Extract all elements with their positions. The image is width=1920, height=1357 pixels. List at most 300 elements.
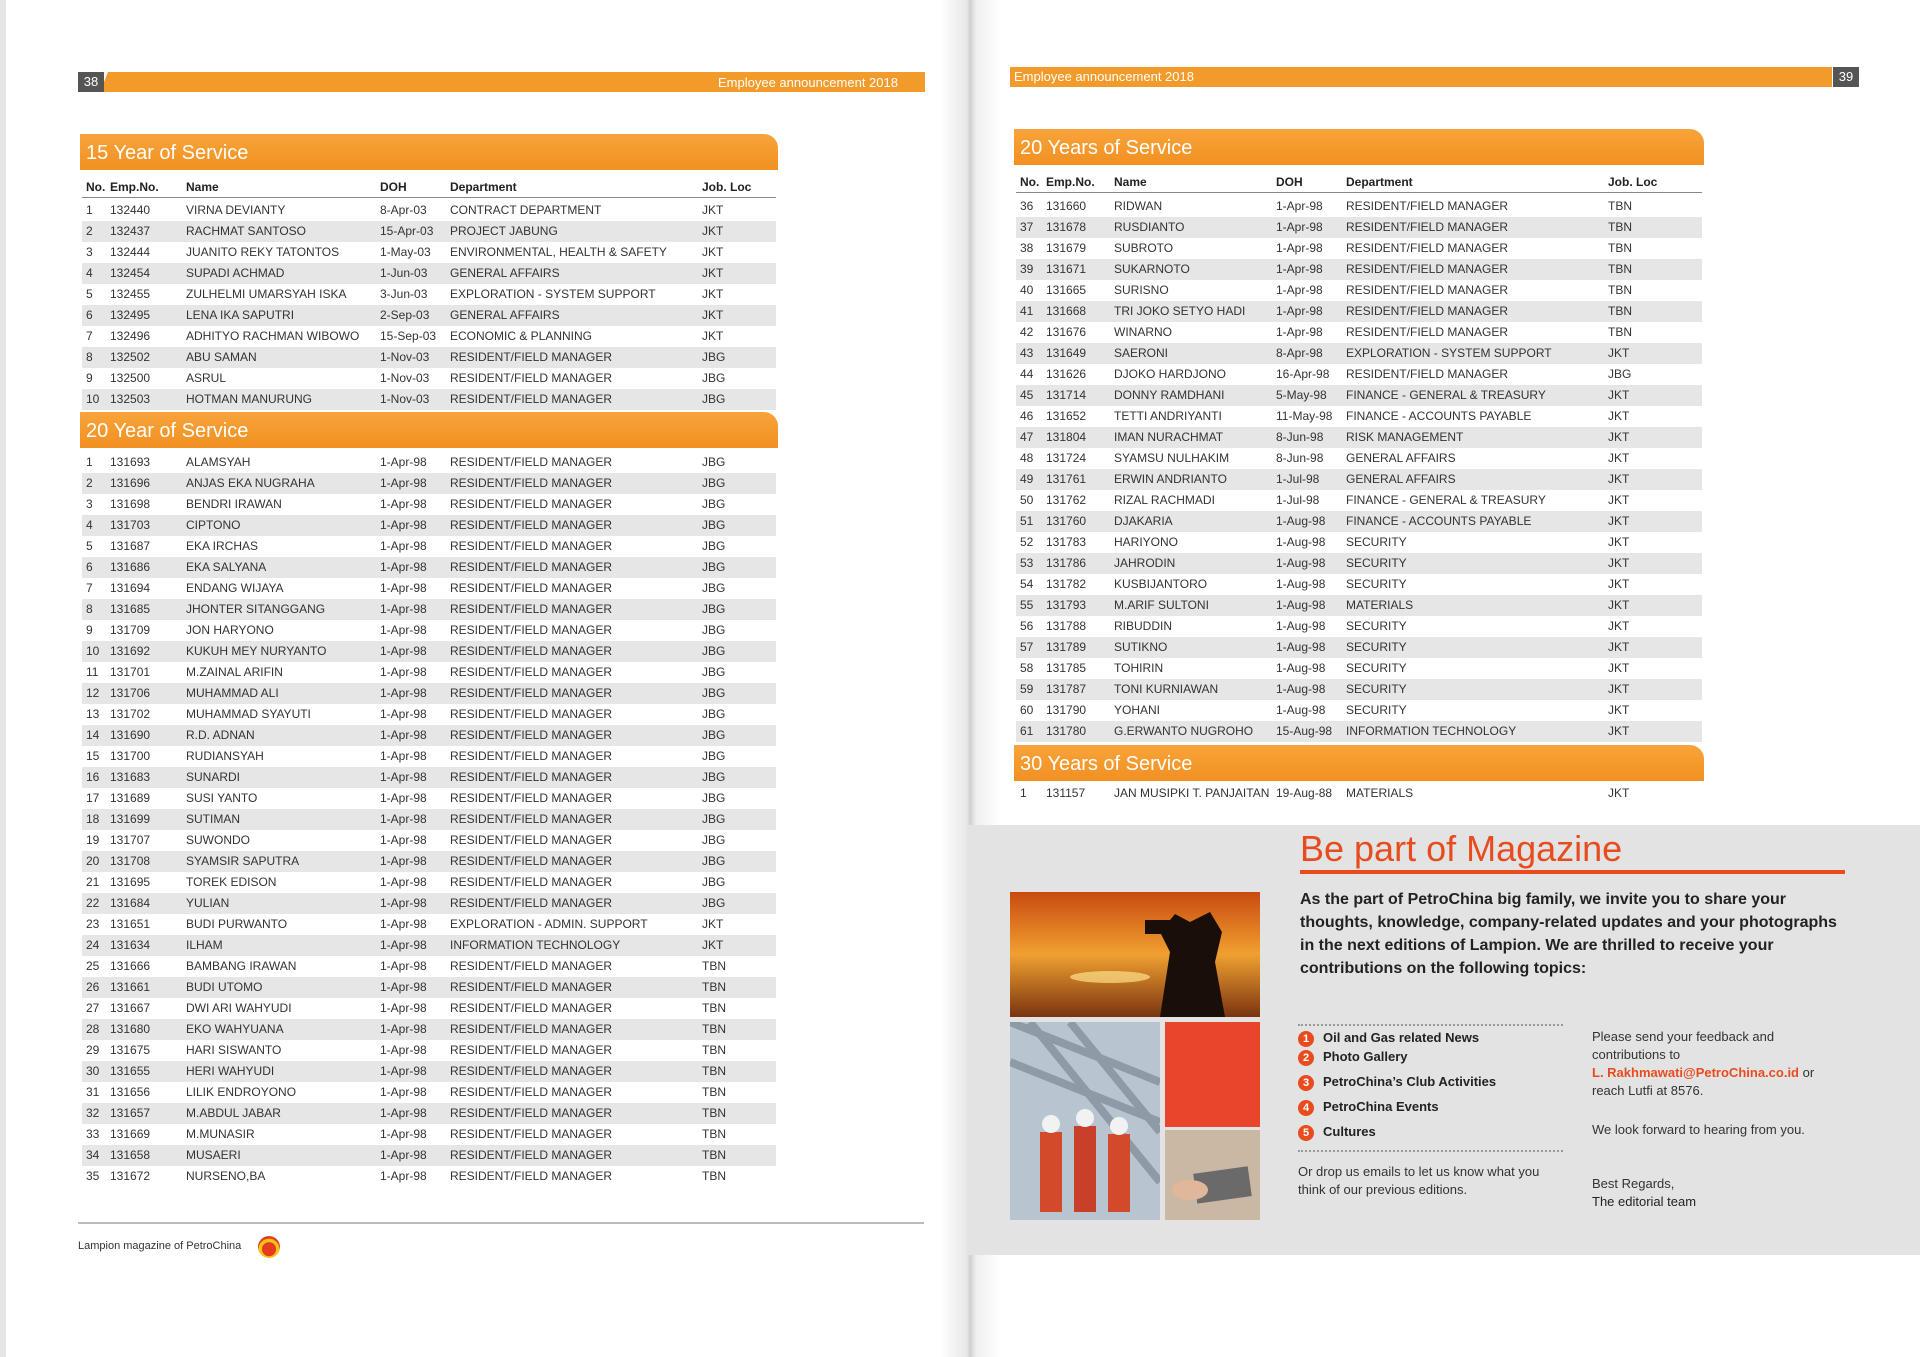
col-no: 25 (86, 959, 100, 973)
col-doh: 1-Apr-98 (380, 1127, 427, 1141)
col-name: ADHITYO RACHMAN WIBOWO (186, 329, 360, 343)
col-doh: 1-Aug-98 (1276, 661, 1326, 675)
table-row (82, 1019, 776, 1040)
col-no: 29 (86, 1043, 100, 1057)
table-row (1016, 574, 1702, 595)
col-doh: 1-Apr-98 (1276, 325, 1323, 339)
col-job-loc: JBG (702, 896, 726, 910)
col-emp-no: 131701 (110, 665, 151, 679)
col-name: SYAMSIR SAPUTRA (186, 854, 300, 868)
col-name: EKA IRCHAS (186, 539, 259, 553)
table-row (82, 515, 776, 536)
col-department: EXPLORATION - ADMIN. SUPPORT (450, 917, 648, 931)
topic-label: Photo Gallery (1323, 1049, 1408, 1064)
col-name: HARI SISWANTO (186, 1043, 282, 1057)
col-emp-no: 131668 (1046, 304, 1087, 318)
col-emp-no-header: Emp.No. (110, 180, 159, 194)
col-department: RESIDENT/FIELD MANAGER (450, 1001, 613, 1015)
col-job-loc: TBN (702, 1022, 726, 1036)
col-no: 8 (86, 602, 93, 616)
col-name: BUDI PURWANTO (186, 917, 288, 931)
table-row (82, 830, 776, 851)
topic-number-icon: 5 (1298, 1125, 1314, 1141)
col-job-loc: JBG (702, 602, 726, 616)
header-title-right: Employee announcement 2018 (1014, 69, 1194, 84)
table-row (82, 284, 776, 305)
col-emp-no: 131709 (110, 623, 151, 637)
col-no: 11 (86, 665, 99, 679)
topic-label: PetroChina’s Club Activities (1323, 1074, 1497, 1089)
col-name: TOREK EDISON (186, 875, 277, 889)
col-doh: 19-Aug-88 (1276, 786, 1333, 800)
col-name: M.ABDUL JABAR (186, 1106, 281, 1120)
col-department: SECURITY (1346, 703, 1407, 717)
col-doh: 1-Apr-98 (380, 602, 427, 616)
col-no: 24 (86, 938, 100, 952)
col-emp-no: 131693 (110, 455, 151, 469)
col-emp-no: 131689 (110, 791, 151, 805)
col-name: SUPADI ACHMAD (186, 266, 285, 280)
col-name: DONNY RAMDHANI (1114, 388, 1225, 402)
col-name: ALAMSYAH (186, 455, 251, 469)
col-department: RESIDENT/FIELD MANAGER (1346, 241, 1509, 255)
table-row (82, 620, 776, 641)
col-name: MUHAMMAD SYAYUTI (186, 707, 311, 721)
col-no: 52 (1020, 535, 1034, 549)
col-job-loc: JKT (1608, 556, 1630, 570)
col-no: 16 (86, 770, 100, 784)
col-name: TOHIRIN (1114, 661, 1164, 675)
col-job-loc: JKT (1608, 682, 1630, 696)
table-row (1016, 238, 1702, 259)
col-doh: 1-Aug-98 (1276, 598, 1326, 612)
col-doh: 1-Apr-98 (380, 875, 427, 889)
col-name: CIPTONO (186, 518, 241, 532)
col-no: 42 (1020, 325, 1034, 339)
col-emp-no: 131651 (110, 917, 151, 931)
col-department: RESIDENT/FIELD MANAGER (450, 350, 613, 364)
col-no: 18 (86, 812, 100, 826)
col-no: 9 (86, 623, 93, 637)
table-row (82, 305, 776, 326)
col-department: RESIDENT/FIELD MANAGER (450, 875, 613, 889)
col-name: JON HARYONO (186, 623, 274, 637)
col-no: 26 (86, 980, 100, 994)
regards-text: Best Regards, (1592, 1176, 1675, 1191)
table-header (82, 176, 776, 198)
table-row (82, 977, 776, 998)
table-row (82, 368, 776, 389)
col-doh: 1-Apr-98 (380, 1043, 427, 1057)
col-no: 54 (1020, 577, 1034, 591)
col-department: RESIDENT/FIELD MANAGER (450, 371, 613, 385)
col-no: 44 (1020, 367, 1034, 381)
table-row (82, 809, 776, 830)
col-emp-no: 131634 (110, 938, 151, 952)
col-emp-no: 132454 (110, 266, 151, 280)
col-doh: 1-Apr-98 (1276, 304, 1323, 318)
col-name: SAERONI (1114, 346, 1169, 360)
col-doh: 1-Apr-98 (380, 686, 427, 700)
col-name: RIDWAN (1114, 199, 1163, 213)
topic-item (1298, 1074, 1496, 1091)
col-name: R.D. ADNAN (186, 728, 255, 742)
col-emp-no: 132503 (110, 392, 151, 406)
col-emp-no: 131780 (1046, 724, 1087, 738)
col-job-loc: JBG (702, 560, 726, 574)
col-no: 57 (1020, 640, 1034, 654)
col-name: ILHAM (186, 938, 223, 952)
col-department: RESIDENT/FIELD MANAGER (450, 1169, 613, 1183)
col-department: FINANCE - GENERAL & TREASURY (1346, 388, 1546, 402)
col-name: KUSBIJANTORO (1114, 577, 1208, 591)
col-emp-no: 131700 (110, 749, 151, 763)
col-emp-no: 131652 (1046, 409, 1087, 423)
col-job-loc: JKT (1608, 430, 1630, 444)
col-job-loc: JKT (1608, 451, 1630, 465)
col-job-loc: JBG (702, 392, 726, 406)
col-department: RESIDENT/FIELD MANAGER (450, 392, 613, 406)
col-no: 7 (86, 329, 93, 343)
table-row (82, 452, 776, 473)
col-no: 12 (86, 686, 100, 700)
col-job-loc: JKT (1608, 388, 1630, 402)
col-no: 59 (1020, 682, 1034, 696)
col-department: RESIDENT/FIELD MANAGER (450, 959, 613, 973)
table-row (82, 893, 776, 914)
col-doh: 1-Apr-98 (380, 665, 427, 679)
email-link[interactable]: L. Rakhmawati@PetroChina.co.id (1592, 1065, 1799, 1080)
col-emp-no: 131699 (110, 812, 151, 826)
col-doh: 15-Aug-98 (1276, 724, 1333, 738)
col-emp-no: 131675 (110, 1043, 151, 1057)
col-no: 60 (1020, 703, 1034, 717)
laptop-photo (1165, 1130, 1260, 1220)
col-no: 49 (1020, 472, 1034, 486)
col-job-loc: TBN (702, 1064, 726, 1078)
col-emp-no: 132500 (110, 371, 151, 385)
table-row (82, 872, 776, 893)
col-job-loc: TBN (702, 980, 726, 994)
col-job-loc-header: Job. Loc (1608, 175, 1658, 189)
table-header (1016, 171, 1702, 193)
col-no: 47 (1020, 430, 1034, 444)
col-emp-no: 131683 (110, 770, 151, 784)
col-job-loc: JBG (702, 644, 726, 658)
petrochina-logo (258, 1236, 280, 1258)
col-job-loc: JKT (702, 917, 724, 931)
col-emp-no: 131661 (110, 980, 151, 994)
topic-number-icon: 4 (1298, 1100, 1314, 1116)
col-department: RESIDENT/FIELD MANAGER (1346, 283, 1509, 297)
col-no: 14 (86, 728, 100, 742)
col-doh: 1-May-03 (380, 245, 431, 259)
col-doh: 1-Apr-98 (380, 539, 427, 553)
col-name: VIRNA DEVIANTY (186, 203, 286, 217)
col-job-loc: JKT (1608, 640, 1630, 654)
col-job-loc: JKT (702, 203, 724, 217)
col-doh: 1-Apr-98 (380, 623, 427, 637)
reach-text: reach Lutfi at 8576. (1592, 1083, 1704, 1098)
col-doh: 1-Aug-98 (1276, 619, 1326, 633)
col-no: 6 (86, 308, 93, 322)
col-doh: 1-Aug-98 (1276, 682, 1326, 696)
col-name: ANJAS EKA NUGRAHA (186, 476, 315, 490)
col-name: HARIYONO (1114, 535, 1179, 549)
col-no: 20 (86, 854, 100, 868)
col-emp-no: 131685 (110, 602, 151, 616)
col-name: TRI JOKO SETYO HADI (1114, 304, 1246, 318)
col-emp-no: 131678 (1046, 220, 1087, 234)
col-emp-no: 131761 (1046, 472, 1087, 486)
col-no: 8 (86, 350, 93, 364)
col-department: RESIDENT/FIELD MANAGER (450, 728, 613, 742)
col-name: SYAMSU NULHAKIM (1114, 451, 1230, 465)
email-suffix: or (1802, 1065, 1815, 1080)
editorial-team-text: The editorial team (1592, 1194, 1697, 1209)
col-doh: 11-May-98 (1276, 409, 1333, 423)
col-doh: 1-Apr-98 (380, 980, 427, 994)
col-no: 5 (86, 287, 93, 301)
col-emp-no: 131786 (1046, 556, 1087, 570)
col-name: TETTI ANDRIYANTI (1114, 409, 1222, 423)
col-job-loc: JBG (702, 770, 726, 784)
col-department: INFORMATION TECHNOLOGY (450, 938, 621, 952)
col-job-loc: JKT (702, 224, 724, 238)
col-job-loc: TBN (702, 1001, 726, 1015)
col-doh: 16-Apr-98 (1276, 367, 1330, 381)
col-department: RESIDENT/FIELD MANAGER (450, 707, 613, 721)
col-job-loc: JBG (702, 539, 726, 553)
col-doh: 1-Aug-98 (1276, 703, 1326, 717)
col-department: RESIDENT/FIELD MANAGER (450, 644, 613, 658)
col-emp-no: 131804 (1046, 430, 1087, 444)
col-emp-no: 131698 (110, 497, 151, 511)
col-name: SUTIMAN (186, 812, 240, 826)
col-no: 41 (1020, 304, 1034, 318)
col-doh-header: DOH (1276, 175, 1303, 189)
col-emp-no: 131782 (1046, 577, 1087, 591)
col-doh: 1-Apr-98 (380, 476, 427, 490)
table-row (82, 242, 776, 263)
col-doh: 8-Apr-03 (380, 203, 427, 217)
col-doh: 1-Apr-98 (380, 1064, 427, 1078)
col-emp-no: 131671 (1046, 262, 1087, 276)
col-no: 50 (1020, 493, 1034, 507)
col-emp-no: 131707 (110, 833, 151, 847)
col-job-loc: TBN (702, 1106, 726, 1120)
col-emp-no: 132437 (110, 224, 151, 238)
col-no: 51 (1020, 514, 1034, 528)
col-no: 15 (86, 749, 100, 763)
col-emp-no: 131684 (110, 896, 151, 910)
col-name: RACHMAT SANTOSO (186, 224, 307, 238)
col-department: MATERIALS (1346, 786, 1414, 800)
col-doh: 8-Apr-98 (1276, 346, 1323, 360)
col-doh: 1-Apr-98 (380, 896, 427, 910)
table-row (1016, 301, 1702, 322)
col-job-loc: TBN (1608, 199, 1632, 213)
table-row (1016, 658, 1702, 679)
workers-photo (1010, 1022, 1160, 1220)
col-no: 3 (86, 497, 93, 511)
col-name: ZULHELMI UMARSYAH ISKA (186, 287, 347, 301)
page-number-left: 38 (78, 72, 104, 92)
col-job-loc-header: Job. Loc (702, 180, 752, 194)
topic-item (1298, 1099, 1439, 1116)
col-department: SECURITY (1346, 535, 1407, 549)
col-job-loc: JKT (702, 266, 724, 280)
col-name: KUKUH MEY NURYANTO (186, 644, 327, 658)
col-department: RESIDENT/FIELD MANAGER (450, 476, 613, 490)
col-no: 21 (86, 875, 100, 889)
table-row (1016, 343, 1702, 364)
col-name: EKO WAHYUANA (186, 1022, 284, 1036)
table-row (82, 767, 776, 788)
col-doh: 1-Apr-98 (380, 644, 427, 658)
col-doh: 1-Apr-98 (380, 518, 427, 532)
col-doh: 1-Apr-98 (1276, 241, 1323, 255)
col-emp-no: 131655 (110, 1064, 151, 1078)
col-job-loc: JKT (1608, 661, 1630, 675)
col-job-loc: JKT (702, 308, 724, 322)
col-department: RESIDENT/FIELD MANAGER (450, 896, 613, 910)
table-row (82, 1061, 776, 1082)
col-doh: 1-Apr-98 (380, 812, 427, 826)
col-no: 9 (86, 371, 93, 385)
section-title-20-years: 20 Year of Service (80, 412, 778, 448)
col-job-loc: JKT (1608, 409, 1630, 423)
col-department: PROJECT JABUNG (450, 224, 558, 238)
col-no: 48 (1020, 451, 1034, 465)
col-department: RESIDENT/FIELD MANAGER (450, 749, 613, 763)
col-name: SUSI YANTO (186, 791, 258, 805)
table-row (82, 221, 776, 242)
col-doh: 1-Aug-98 (1276, 577, 1326, 591)
col-emp-no: 131760 (1046, 514, 1087, 528)
topic-item (1298, 1049, 1408, 1066)
col-doh: 1-Apr-98 (380, 581, 427, 595)
col-doh: 1-Apr-98 (380, 560, 427, 574)
col-emp-no: 131785 (1046, 661, 1087, 675)
col-name: HERI WAHYUDI (186, 1064, 275, 1078)
col-doh: 15-Sep-03 (380, 329, 437, 343)
col-no: 13 (86, 707, 100, 721)
col-emp-no: 131714 (1046, 388, 1087, 402)
col-job-loc: JBG (702, 455, 726, 469)
col-no: 53 (1020, 556, 1034, 570)
col-emp-no: 131676 (1046, 325, 1087, 339)
col-name: ERWIN ANDRIANTO (1114, 472, 1227, 486)
col-doh: 1-Apr-98 (380, 497, 427, 511)
col-doh: 1-Apr-98 (380, 1106, 427, 1120)
col-no: 45 (1020, 388, 1034, 402)
col-name: ABU SAMAN (186, 350, 257, 364)
col-department: RESIDENT/FIELD MANAGER (450, 1022, 613, 1036)
col-no: 38 (1020, 241, 1034, 255)
col-doh: 1-Apr-98 (380, 791, 427, 805)
col-no: 58 (1020, 661, 1034, 675)
col-department-header: Department (450, 180, 517, 194)
col-name: IMAN NURACHMAT (1114, 430, 1224, 444)
col-department: GENERAL AFFAIRS (450, 266, 560, 280)
photographer-sunset-photo (1010, 892, 1260, 1017)
col-emp-no: 131667 (110, 1001, 151, 1015)
col-department: RESIDENT/FIELD MANAGER (450, 497, 613, 511)
col-emp-no: 131665 (1046, 283, 1087, 297)
col-job-loc: JBG (702, 833, 726, 847)
col-emp-no: 131666 (110, 959, 151, 973)
table-row (1016, 700, 1702, 721)
col-doh: 1-Apr-98 (380, 1169, 427, 1183)
col-department: RESIDENT/FIELD MANAGER (450, 560, 613, 574)
col-emp-no: 131669 (110, 1127, 151, 1141)
table-row (1016, 469, 1702, 490)
table-row (1016, 616, 1702, 637)
col-job-loc: JBG (702, 728, 726, 742)
col-job-loc: JKT (702, 938, 724, 952)
table-row (82, 998, 776, 1019)
col-name: M.MUNASIR (186, 1127, 255, 1141)
table-row (1016, 553, 1702, 574)
col-doh: 1-Apr-98 (380, 749, 427, 763)
col-doh: 1-Aug-98 (1276, 556, 1326, 570)
col-emp-no: 131696 (110, 476, 151, 490)
table-row (82, 851, 776, 872)
col-doh: 1-Apr-98 (380, 938, 427, 952)
col-name: BAMBANG IRAWAN (186, 959, 297, 973)
col-doh: 1-Nov-03 (380, 392, 430, 406)
col-emp-no: 131702 (110, 707, 151, 721)
col-doh: 1-Apr-98 (380, 1085, 427, 1099)
col-doh: 1-Nov-03 (380, 371, 430, 385)
col-emp-no: 131703 (110, 518, 151, 532)
col-department: GENERAL AFFAIRS (1346, 451, 1456, 465)
col-emp-no: 131649 (1046, 346, 1087, 360)
col-department: RESIDENT/FIELD MANAGER (450, 602, 613, 616)
send-label: Please send your feedback and contributions to (1592, 1029, 1775, 1062)
col-doh: 1-Jul-98 (1276, 472, 1320, 486)
col-name: SUNARDI (186, 770, 241, 784)
col-doh: 1-Apr-98 (380, 455, 427, 469)
table-row (82, 200, 776, 221)
magazine-intro: As the part of PetroChina big family, we invite you to share your thoughts, knowledge, company-related updates and your photographs in the next editions of Lampion. We are thrilled to receive your contributions on the following topics: (1300, 891, 1837, 977)
table-row (82, 641, 776, 662)
col-department: RESIDENT/FIELD MANAGER (1346, 262, 1509, 276)
footer-rule (78, 1222, 924, 1224)
col-no: 2 (86, 476, 93, 490)
col-doh: 5-May-98 (1276, 388, 1327, 402)
col-name: RIZAL RACHMADI (1114, 493, 1215, 507)
col-no: 36 (1020, 199, 1034, 213)
col-job-loc: JBG (702, 665, 726, 679)
col-department: RESIDENT/FIELD MANAGER (450, 581, 613, 595)
table-row (82, 494, 776, 515)
col-no: 7 (86, 581, 93, 595)
col-job-loc: JKT (702, 245, 724, 259)
footer-text: Lampion magazine of PetroChina (78, 1240, 242, 1252)
col-job-loc: JBG (702, 854, 726, 868)
col-job-loc: TBN (1608, 304, 1632, 318)
table-row (82, 536, 776, 557)
col-name: NURSENO,BA (186, 1169, 266, 1183)
drop-note: Or drop us emails to let us know what you think of our previous editions. (1298, 1164, 1540, 1197)
topic-item (1298, 1030, 1479, 1047)
col-department: SECURITY (1346, 640, 1407, 654)
col-emp-no: 131157 (1046, 786, 1086, 800)
col-no: 28 (86, 1022, 100, 1036)
col-name: TONI KURNIAWAN (1114, 682, 1219, 696)
